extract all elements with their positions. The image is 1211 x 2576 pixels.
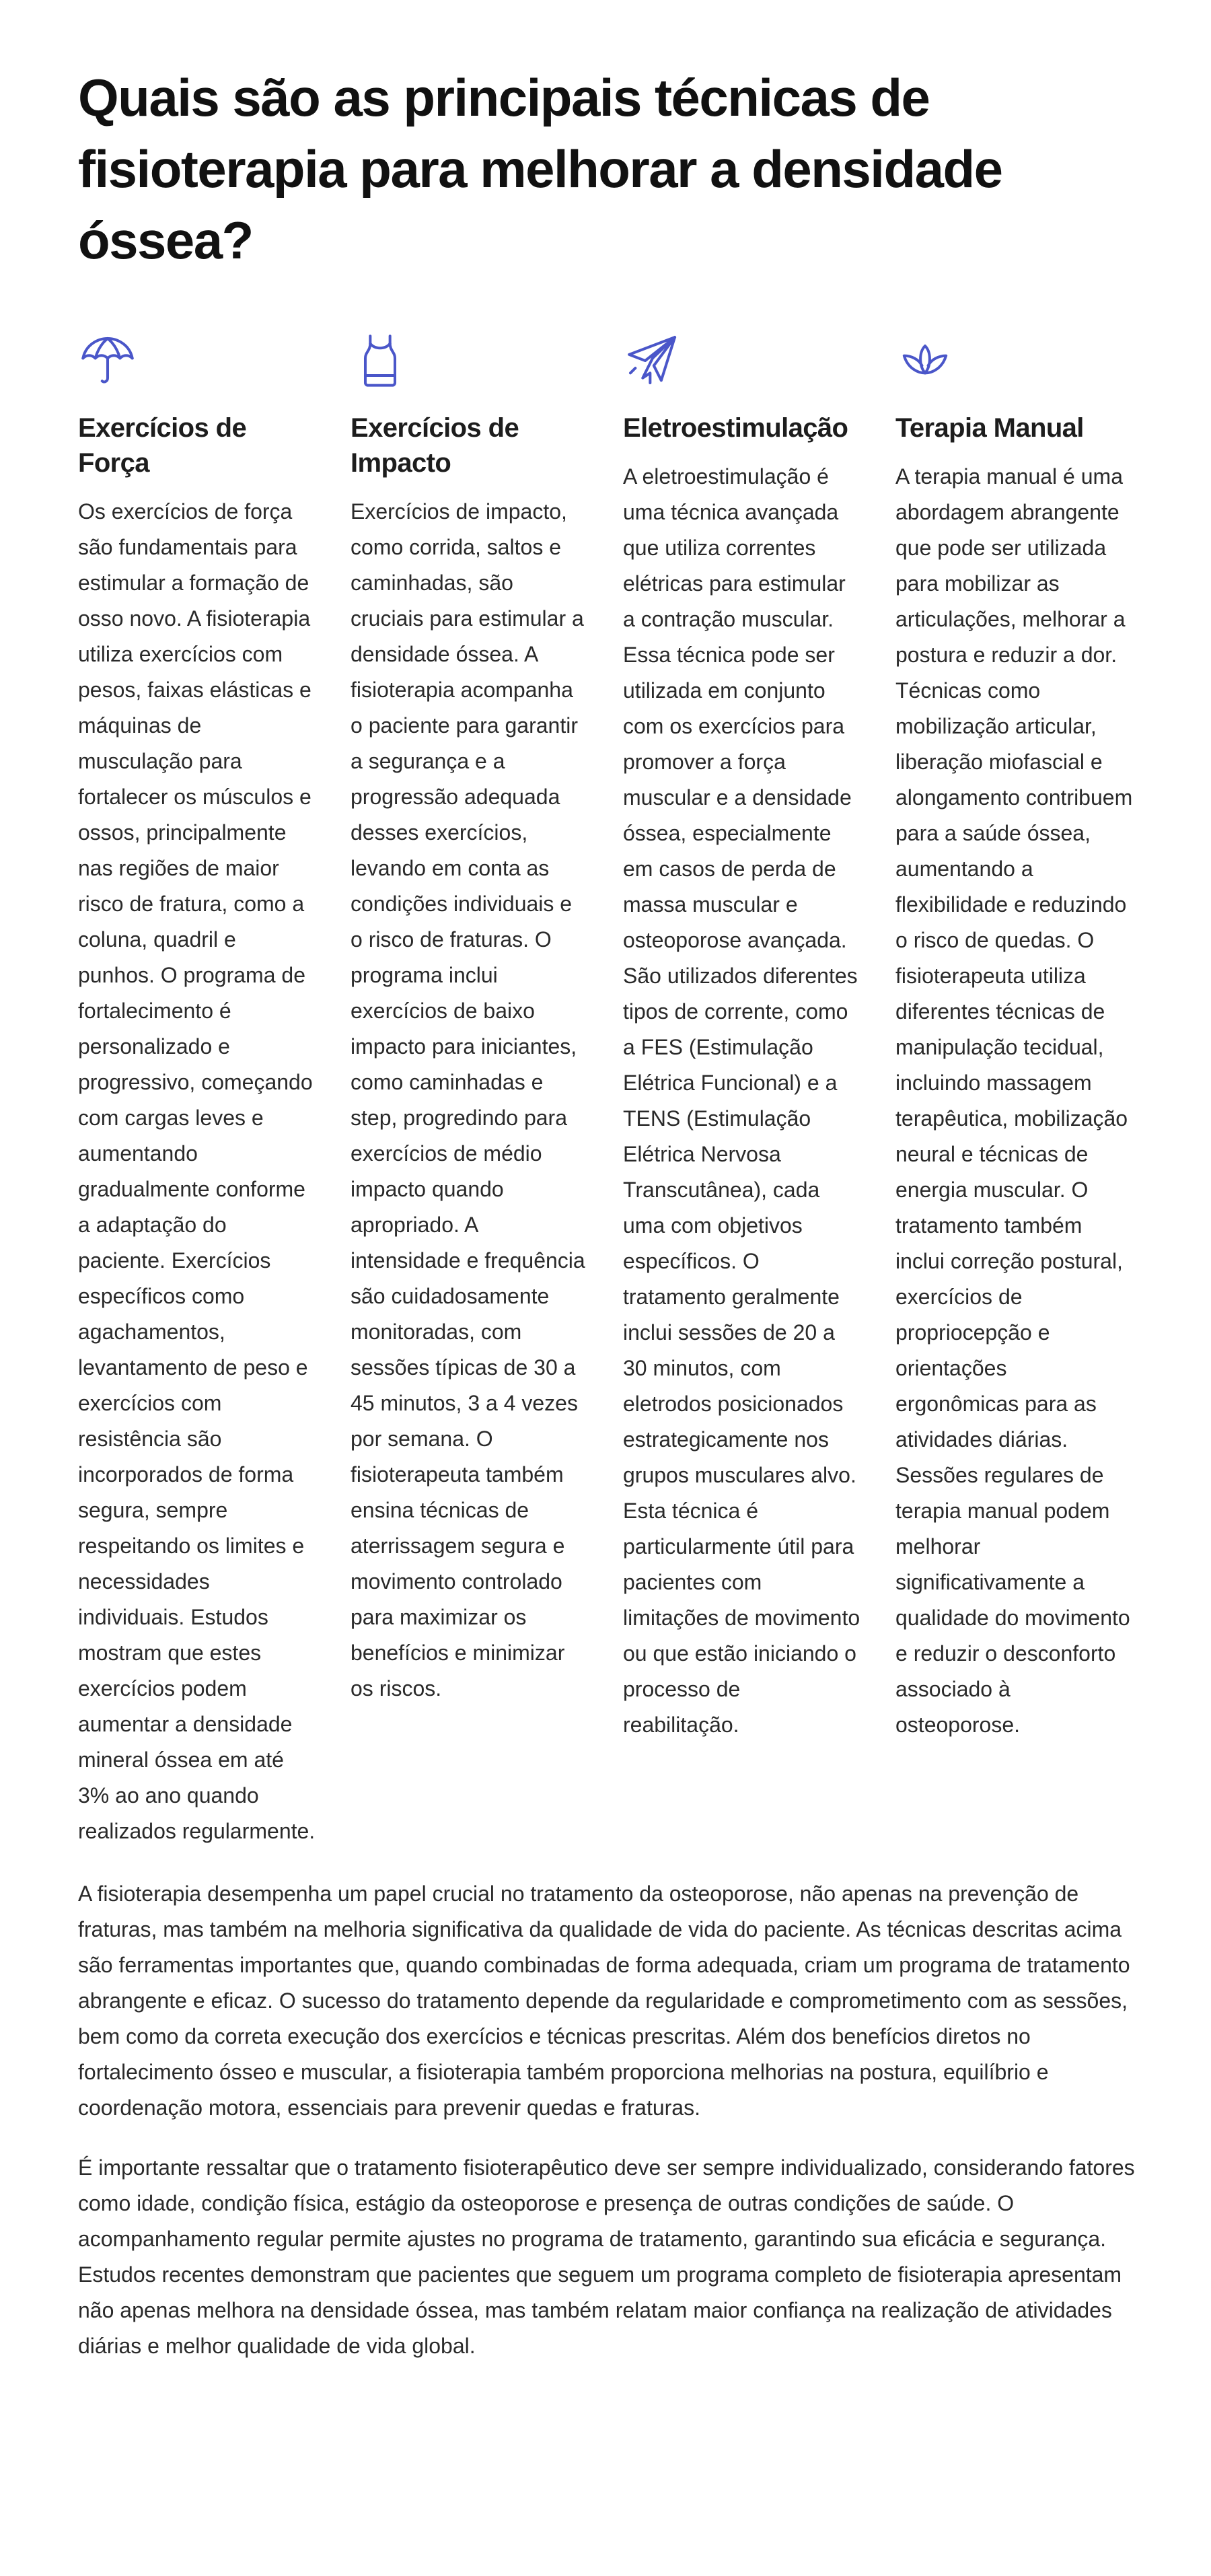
feature-text: A terapia manual é uma abordagem abrangente que pode ser utilizada para mobilizar as articulações, melhorar a postura e reduzir a dor. Técnicas como mobilização articular, liberação miofascial e alongamento contribuem para a saúde óssea, aumentando a flexibilidade e reduzindo o risco de quedas. O fisioterapeuta utiliza diferentes técnicas de manipulação tecidual, incluindo massagem terapêutica, mobilização neural e técnicas de energia muscular. O tratamento também inclui correção postural, exercícios de propriocepção e orientações ergonômicas para as atividades diárias. Sessões regulares de terapia manual podem melhorar significativamente a qualidade do movimento e reduzir o desconforto associado à osteoporose. [895,464,1133,1737]
feature-card-forca [78,331,317,1849]
feature-title: Exercícios de Força [78,413,247,478]
feature-card-terapia-manual [895,331,1134,1849]
feature-card-impacto [351,331,589,1849]
tank-top-icon [351,331,410,390]
feature-card-eletro [623,331,862,1849]
page-title: Quais são as principais técnicas de fisioterapia para melhorar a densidade óssea? [78,68,1002,270]
lotus-icon [895,331,955,390]
feature-title: Terapia Manual [895,413,1084,443]
summary-paragraph: É importante ressaltar que o tratamento fisioterapêutico deve ser sempre individualizado, considerando fatores como idade, condição física, estágio da osteoporose e presença de outras condições de saúde. O acompanhamento regular permite ajustes no programa de tratamento, garantindo sua eficácia e segurança. Estudos recentes demonstram que pacientes que seguem um programa completo de fisioterapia apresentam não apenas melhora na densidade óssea, mas também relatam maior confiança na realização de atividades diárias e melhor qualidade de vida global. [78,2155,1135,2358]
feature-title: Eletroestimulação [623,413,848,443]
feature-text: Os exercícios de força são fundamentais para estimular a formação de osso novo. A fisioterapia utiliza exercícios com pesos, faixas elásticas e máquinas de musculação para fortalecer os músculos e ossos, principalmente nas regiões de maior risco de fratura, como a coluna, quadril e punhos. O programa de fortalecimento é personalizado e progressivo, começando com cargas leves e aumentando gradualmente conforme a adaptação do paciente. Exercícios específicos como agachamentos, levantamento de peso e exercícios com resistência são incorporados de forma segura, sempre respeitando os limites e necessidades individuais. Estudos mostram que estes exercícios podem aumentar a densidade mineral óssea em até 3% ao ano quando realizados regularmente. [78,499,316,1843]
feature-title: Exercícios de Impacto [351,413,519,478]
feature-text: Exercícios de impacto, como corrida, saltos e caminhadas, são cruciais para estimular a densidade óssea. A fisioterapia acompanha o paciente para garantir a segurança e a progressão adequada desses exercícios, levando em conta as condições individuais e o risco de fraturas. O programa inclui exercícios de baixo impacto para iniciantes, como caminhadas e step, progredindo para exercícios de médio impacto quando apropriado. A intensidade e frequência são cuidadosamente monitoradas, com sessões típicas de 30 a 45 minutos, 3 a 4 vezes por semana. O fisioterapeuta também ensina técnicas de aterrissagem segura e movimento controlado para maximizar os benefícios e minimizar os riscos. [351,499,585,1701]
features-grid [78,331,1133,1849]
summary-section [78,1876,1148,2364]
umbrella-icon [78,331,137,390]
summary-paragraph: A fisioterapia desempenha um papel crucial no tratamento da osteoporose, não apenas na prevenção de fraturas, mas também na melhoria significativa da qualidade de vida do paciente. As técnicas descritas acima são ferramentas importantes que, quando combinadas de forma adequada, criam um programa de tratamento abrangente e eficaz. O sucesso do tratamento depende da regularidade e comprometimento com as sessões, bem como da correta execução dos exercícios e técnicas prescritas. Além dos benefícios diretos no fortalecimento ósseo e muscular, a fisioterapia também proporciona melhorias na postura, equilíbrio e coordenação motora, essenciais para prevenir quedas e fraturas. [78,1882,1130,2120]
plane-icon [623,331,682,390]
feature-text: A eletroestimulação é uma técnica avançada que utiliza correntes elétricas para estimular a contração muscular. Essa técnica pode ser utilizada em conjunto com os exercícios para promover a força muscular e a densidade óssea, especialmente em casos de perda de massa muscular e osteoporose avançada. São utilizados diferentes tipos de corrente, como a FES (Estimulação Elétrica Funcional) e a TENS (Estimulação Elétrica Nervosa Transcutânea), cada uma com objetivos específicos. O tratamento geralmente inclui sessões de 20 a 30 minutos, com eletrodos posicionados estrategicamente nos grupos musculares alvo. Esta técnica é particularmente útil para pacientes com limitações de movimento ou que estão iniciando o processo de reabilitação. [623,464,860,1737]
